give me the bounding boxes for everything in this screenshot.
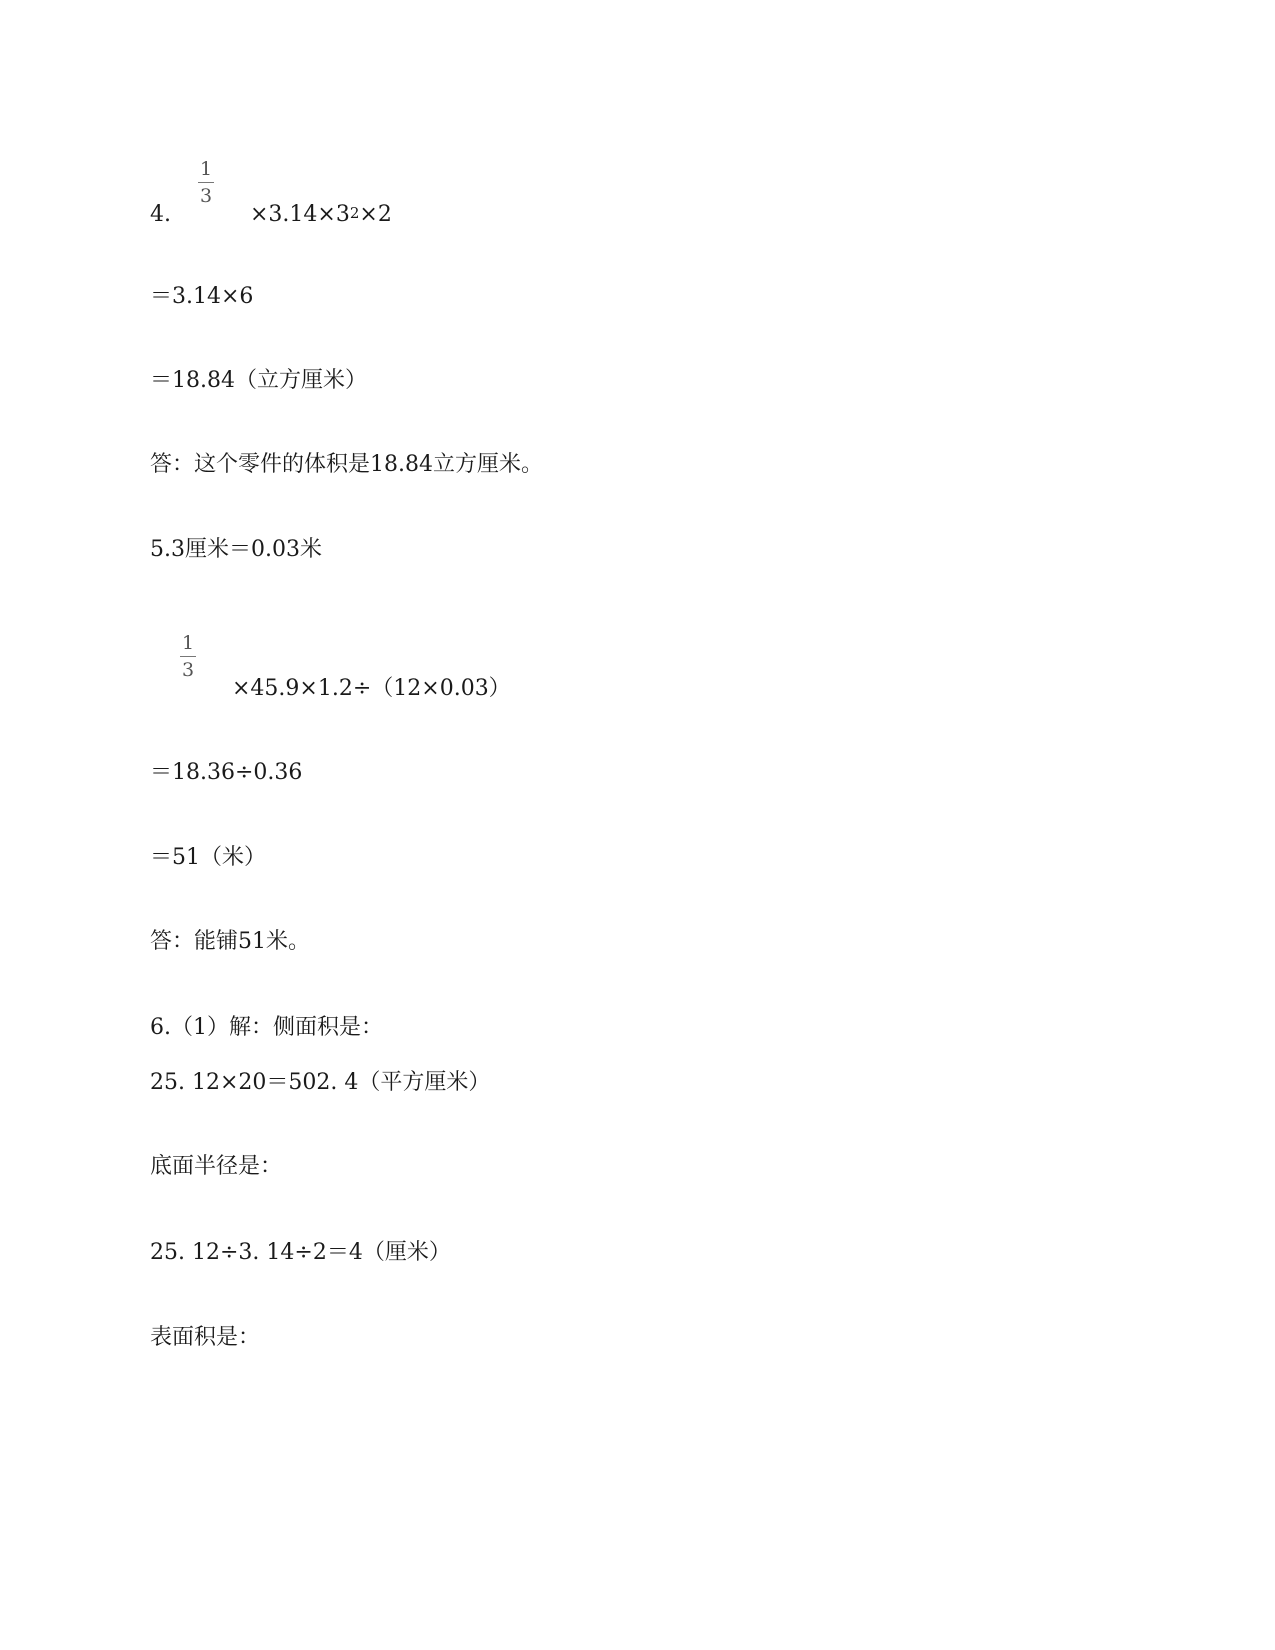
fraction-numerator: 1 xyxy=(199,158,213,180)
problem-4-step-1: ＝3.14×6 xyxy=(150,284,254,309)
problem-6-radius-calc: 25. 12÷3. 14÷2＝4（厘米） xyxy=(150,1240,451,1265)
problem-5-step-1: ＝18.36÷0.36 xyxy=(150,760,303,785)
fraction-denominator: 3 xyxy=(199,185,213,207)
problem-4-label: 4. xyxy=(150,202,171,227)
problem-4-expression xyxy=(250,200,392,231)
fraction-bar xyxy=(198,182,214,183)
problem-6-surface-label: 表面积是： xyxy=(150,1325,261,1350)
fraction-numerator: 1 xyxy=(181,632,195,654)
exponent: 2 xyxy=(349,204,360,222)
problem-4-step-2: ＝18.84（立方厘米） xyxy=(150,368,367,393)
fraction-one-third xyxy=(198,158,214,207)
problem-4-answer: 答：这个零件的体积是18.84立方厘米。 xyxy=(150,452,543,477)
fraction-denominator: 3 xyxy=(181,659,195,681)
expression-part: ×2 xyxy=(359,202,392,227)
problem-5-expression: ×45.9×1.2÷（12×0.03） xyxy=(232,676,511,701)
problem-5-answer: 答：能铺51米。 xyxy=(150,929,310,954)
problem-6-heading: 6.（1）解：侧面积是： xyxy=(150,1015,383,1040)
problem-5-step-2: ＝51（米） xyxy=(150,845,266,870)
fraction-one-third xyxy=(180,632,196,681)
fraction-bar xyxy=(180,656,196,657)
problem-5-conversion: 5.3厘米＝0.03米 xyxy=(150,537,322,562)
problem-6-radius-label: 底面半径是： xyxy=(150,1154,283,1179)
expression-part: ×3.14×3 xyxy=(250,202,350,227)
problem-6-lateral-calc: 25. 12×20＝502. 4（平方厘米） xyxy=(150,1070,491,1095)
